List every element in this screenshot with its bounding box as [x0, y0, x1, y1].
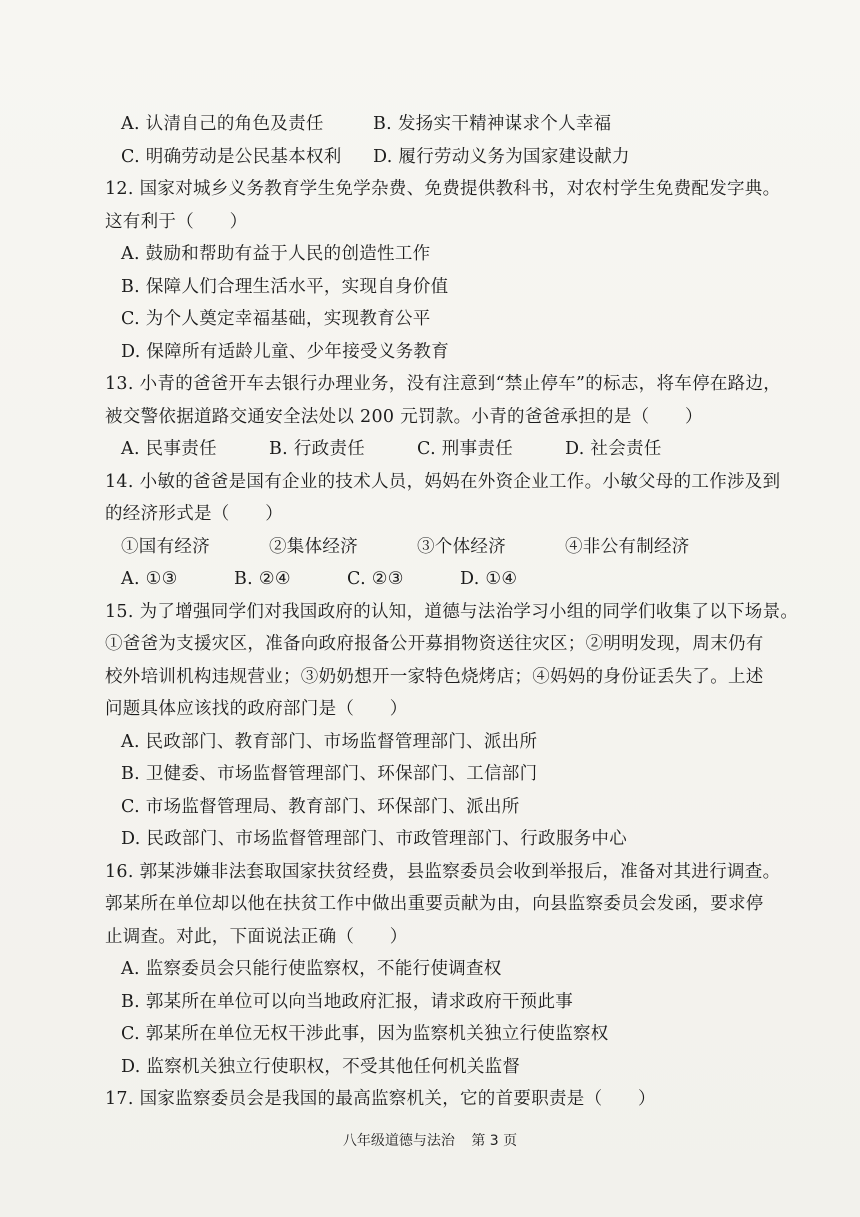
q16-option-b: B. 郭某所在单位可以向当地政府汇报，请求政府干预此事	[121, 991, 574, 1012]
q12-option-c: C. 为个人奠定幸福基础，实现教育公平	[121, 309, 431, 329]
q15-stem-line-4: 问题具体应该找的政府部门是（ ）	[105, 699, 408, 719]
q13-options-row	[105, 433, 805, 466]
q13-option-b: B. 行政责任	[269, 439, 366, 459]
q16-stem-line-3: 止调查。对此，下面说法正确（ ）	[105, 926, 408, 947]
page-footer	[0, 1130, 860, 1150]
q17-stem-line-1: 17. 国家监察委员会是我国的最高监察机关，它的首要职责是（ ）	[105, 1089, 656, 1109]
q11-option-c: C. 明确劳动是公民基本权利	[121, 146, 342, 167]
q16-option-a: A. 监察委员会只能行使监察权，不能行使调查权	[121, 959, 502, 979]
q14-item-3: ③个体经济	[417, 536, 506, 557]
q13-option-c: C. 刑事责任	[417, 439, 513, 459]
q11-option-b: B. 发扬实干精神谋求个人幸福	[373, 114, 612, 134]
q12-stem-line-2: 这有利于（ ）	[105, 211, 248, 232]
q16-stem-line-2: 郭某所在单位却以他在扶贫工作中做出重要贡献为由，向县监察委员会发函，要求停	[105, 894, 764, 914]
q14-option-d: D. ①④	[460, 569, 518, 589]
q11-option-d: D. 履行劳动义务为国家建设献力	[373, 146, 630, 167]
q15-option-b: B. 卫健委、市场监督管理部门、环保部门、工信部门	[121, 764, 538, 784]
q14-item-2: ②集体经济	[269, 536, 358, 557]
q13-option-d: D. 社会责任	[565, 439, 662, 459]
q14-option-b: B. ②④	[234, 569, 291, 589]
q14-item-4: ④非公有制经济	[565, 536, 690, 557]
q11-option-a: A. 认清自己的角色及责任	[121, 114, 324, 134]
q14-stem-line-1: 14. 小敏的爸爸是国有企业的技术人员，妈妈在外资企业工作。小敏父母的工作涉及到	[105, 471, 781, 492]
q14-option-a: A. ①③	[121, 569, 178, 589]
q15-option-d: D. 民政部门、市场监督管理部门、市政管理部门、行政服务中心	[121, 829, 628, 849]
q12-option-a: A. 鼓励和帮助有益于人民的创造性工作	[121, 244, 431, 264]
q15-stem-line-1: 15. 为了增强同学们对我国政府的认知，道德与法治学习小组的同学们收集了以下场景。	[105, 601, 799, 622]
q15-stem-line-3: 校外培训机构违规营业；③奶奶想开一家特色烧烤店；④妈妈的身份证丢失了。上述	[105, 666, 764, 687]
q15-option-c: C. 市场监督管理局、教育部门、环保部门、派出所	[121, 796, 520, 817]
q14-items-row	[105, 531, 805, 564]
q13-option-a: A. 民事责任	[121, 439, 217, 459]
q15-stem-line-2: ①爸爸为支援灾区，准备向政府报备公开募捐物资送往灾区；②明明发现，周末仍有	[105, 634, 764, 654]
q14-options-row	[105, 563, 805, 596]
q16-option-c: C. 郭某所在单位无权干涉此事，因为监察机关独立行使监察权	[121, 1024, 609, 1044]
q15-option-a: A. 民政部门、教育部门、市场监督管理部门、派出所	[121, 731, 538, 752]
q12-option-d: D. 保障所有适龄儿童、少年接受义务教育	[121, 341, 450, 362]
q16-stem-line-1: 16. 郭某涉嫌非法套取国家扶贫经费，县监察委员会收到举报后，准备对其进行调查。	[105, 861, 781, 882]
q14-option-c: C. ②③	[347, 569, 404, 589]
exam-content	[105, 108, 805, 1116]
q12-option-b: B. 保障人们合理生活水平，实现自身价值	[121, 276, 449, 297]
q11-options-row-1	[105, 108, 805, 141]
q16-option-d: D. 监察机关独立行使职权，不受其他任何机关监督	[121, 1056, 521, 1077]
q14-item-1: ①国有经济	[121, 536, 210, 557]
footer-subject: 八年级道德与法治	[342, 1133, 455, 1149]
q12-stem-line-1: 12. 国家对城乡义务教育学生免学杂费、免费提供教科书，对农村学生免费配发字典。	[105, 179, 781, 199]
q11-options-row-2	[105, 141, 805, 174]
q13-stem-line-1: 13. 小青的爸爸开车去银行办理业务，没有注意到“禁止停车”的标志，将车停在路边，	[105, 374, 782, 394]
q13-stem-line-2: 被交警依据道路交通安全法处以 200 元罚款。小青的爸爸承担的是（ ）	[105, 406, 703, 427]
q14-stem-line-2: 的经济形式是（ ）	[105, 504, 283, 524]
footer-page-number: 第 3 页	[471, 1133, 518, 1149]
